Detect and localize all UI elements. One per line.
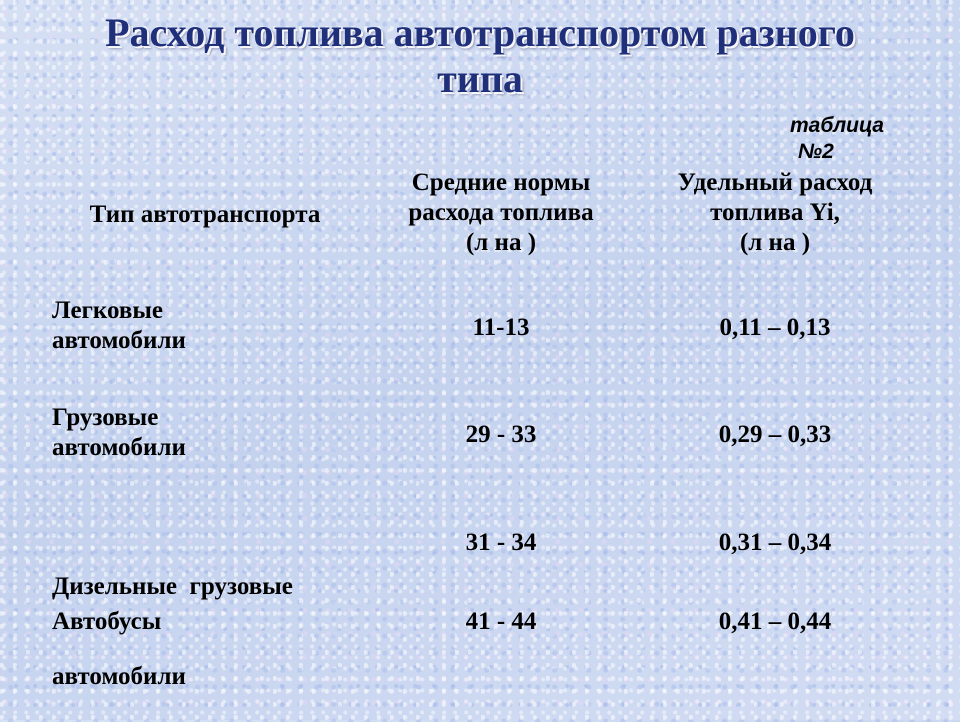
table-row-specific-trucks: 0,29 – 0,33 <box>718 421 832 448</box>
table-row-norms-cars: 11-13 <box>472 314 530 341</box>
row-trucks-type-line-1: Грузовые <box>52 404 159 431</box>
row-buses-type-line-1: Автобусы <box>52 608 162 635</box>
row-trucks-type-line-2: автомобили <box>52 434 186 461</box>
page-title-line-2: типа <box>437 56 523 101</box>
page-title-line-1: Расход топлива автотранспортом разного <box>105 10 855 55</box>
header-specific-consumption-line-1: Удельный расход <box>677 169 873 196</box>
page-title <box>0 10 960 102</box>
header-average-norms-line-1: Средние нормы <box>411 169 591 196</box>
header-specific-consumption <box>640 168 910 258</box>
table-note-line-2: №2 <box>798 140 834 163</box>
table-row-specific-diesel-trucks: 0,31 – 0,34 <box>718 529 832 556</box>
table-row-specific-cars: 0,11 – 0,13 <box>719 314 831 341</box>
header-specific-consumption-line-3: (л на ) <box>739 229 811 256</box>
table-note-line-1: таблица <box>790 114 884 137</box>
header-average-norms <box>370 168 632 258</box>
table-row-norms-trucks: 29 - 33 <box>465 421 537 448</box>
header-vehicle-type: Тип автотранспорта <box>89 201 321 228</box>
header-average-norms-line-2: расхода топлива <box>408 199 594 226</box>
header-average-norms-line-3: (л на ) <box>465 229 537 256</box>
row-cars-type-line-2: автомобили <box>52 327 186 354</box>
table-row-specific-buses: 0,41 – 0,44 <box>718 608 832 635</box>
table-row-norms-buses: 41 - 44 <box>465 608 537 635</box>
table-number-note <box>790 113 930 165</box>
table-row-type-buses <box>52 607 382 637</box>
table-row-type-cars <box>52 296 382 356</box>
table-row-norms-diesel-trucks: 31 - 34 <box>465 529 537 556</box>
table-row-type-trucks <box>52 403 382 463</box>
header-specific-consumption-line-2: топлива Yi, <box>710 199 840 226</box>
row-diesel-type-line-1: Дизельные грузовые <box>52 573 293 600</box>
row-cars-type-line-1: Легковые <box>52 297 163 324</box>
row-diesel-type-line-2: автомобили <box>52 663 186 690</box>
